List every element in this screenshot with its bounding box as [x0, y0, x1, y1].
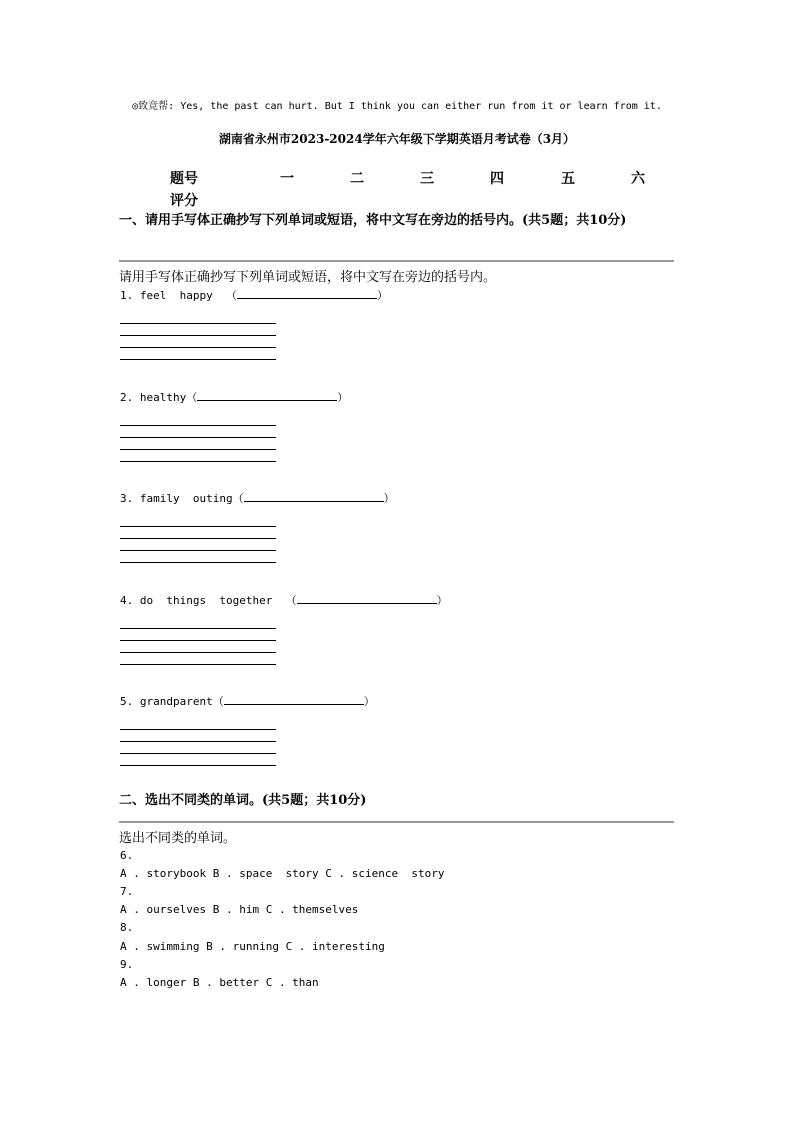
writing-line[interactable] [120, 359, 276, 360]
writing-line[interactable] [120, 741, 276, 742]
writing-line[interactable] [120, 425, 276, 426]
writing-line[interactable] [120, 449, 276, 450]
writing-line[interactable] [120, 347, 276, 348]
score-col-5: 五 [561, 171, 575, 187]
writing-line[interactable] [120, 562, 276, 563]
question-9-options[interactable]: A . longer B . better C . than [120, 976, 319, 989]
question-4-close: ） [436, 594, 448, 607]
writing-line[interactable] [120, 652, 276, 653]
question-3-text: 3. family outing（ [120, 492, 244, 505]
question-1-text: 1. feel happy （ [120, 289, 237, 302]
score-col-2: 二 [350, 171, 364, 187]
question-9-number: 9. [120, 958, 134, 971]
question-7-number: 7. [120, 885, 134, 898]
writing-line[interactable] [120, 323, 276, 324]
question-1 [120, 287, 388, 303]
question-3-close: ） [383, 492, 395, 505]
question-6-number: 6. [120, 849, 134, 862]
writing-line[interactable] [120, 765, 276, 766]
question-5 [120, 693, 375, 709]
score-table-score-label: 评分 [170, 193, 198, 209]
section2-heading: 二、选出不同类的单词。(共5题；共10分) [119, 793, 367, 808]
section1-heading: 一、请用手写体正确抄写下列单词或短语，将中文写在旁边的括号内。(共5题；共10分) [119, 213, 627, 228]
section1-divider [119, 260, 674, 262]
score-col-3: 三 [420, 171, 434, 187]
writing-line[interactable] [120, 335, 276, 336]
section2-divider [119, 821, 674, 823]
writing-line[interactable] [120, 729, 276, 730]
question-8-number: 8. [120, 921, 134, 934]
score-table-row-label: 题号 [170, 171, 198, 187]
score-col-1: 一 [280, 171, 294, 187]
question-2-text: 2. healthy（ [120, 391, 198, 404]
writing-line[interactable] [120, 461, 276, 462]
writing-line[interactable] [120, 550, 276, 551]
writing-line[interactable] [120, 437, 276, 438]
page-title: 湖南省永州市2023-2024学年六年级下学期英语月考试卷（3月） [218, 132, 576, 146]
question-8-options[interactable]: A . swimming B . running C . interesting [120, 940, 385, 953]
question-5-text: 5. grandparent（ [120, 695, 224, 708]
writing-line[interactable] [120, 538, 276, 539]
score-col-4: 四 [490, 171, 504, 187]
answer-blank-5[interactable] [224, 694, 364, 705]
section2-instruction: 选出不同类的单词。 [119, 831, 237, 846]
answer-blank-4[interactable] [297, 593, 437, 604]
section1-instruction: 请用手写体正确抄写下列单词或短语，将中文写在旁边的括号内。 [119, 270, 497, 285]
writing-line[interactable] [120, 526, 276, 527]
question-2-close: ） [337, 391, 349, 404]
answer-blank-3[interactable] [244, 491, 384, 502]
question-4 [120, 592, 448, 608]
writing-line[interactable] [120, 628, 276, 629]
question-3 [120, 490, 395, 506]
question-1-close: ） [376, 289, 388, 302]
question-6-options[interactable]: A . storybook B . space story C . science story [120, 867, 445, 880]
answer-blank-2[interactable] [197, 390, 337, 401]
answer-blank-1[interactable] [237, 288, 377, 299]
motto-quote: ◎致竞帮: Yes, the past can hurt. But I think you can either run from it or learn from it. [132, 101, 662, 112]
score-col-6: 六 [631, 171, 645, 187]
question-5-close: ） [363, 695, 375, 708]
writing-line[interactable] [120, 753, 276, 754]
writing-line[interactable] [120, 664, 276, 665]
question-4-text: 4. do things together （ [120, 594, 297, 607]
question-7-options[interactable]: A . ourselves B . him C . themselves [120, 903, 359, 916]
writing-line[interactable] [120, 640, 276, 641]
question-2 [120, 389, 348, 405]
